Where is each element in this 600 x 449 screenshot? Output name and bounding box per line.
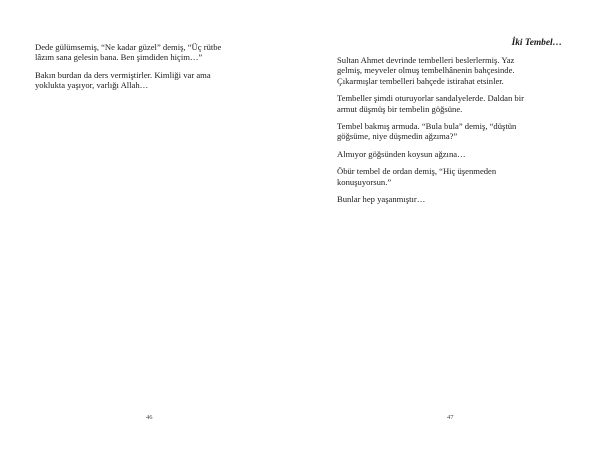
paragraph: Öbür tembel de ordan demiş, “Hiç üşenmeden konuşuyorsun.” (337, 166, 497, 187)
right-page (300, 0, 600, 449)
page-number-right: 47 (447, 414, 454, 421)
paragraph: Tembeller şimdi oturuyorlar sandalyelerde. Daldan bir armut düşmüş bir tembelin göğsüne. (337, 93, 524, 114)
paragraph: Bunlar hep yaşanmıştır… (337, 194, 426, 205)
paragraph: Almıyor göğsünden koysun ağzına… (337, 148, 466, 159)
chapter-title: İki Tembel… (511, 38, 562, 48)
left-page-text (35, 42, 265, 98)
paragraph: Tembel bakmış armuda. “Bula bula” demiş, “düştün göğsüme, niye düşmedin ağzıma?” (337, 121, 517, 142)
paragraph: Dede gülümsemiş, “Ne kadar güzel” demiş, “Üç rütbe lâzım sana gelesin bana. Ben şimdiden hiçim…” (35, 42, 222, 63)
paragraph: Sultan Ahmet devrinde tembelleri beslerlermiş. Yaz gelmiş, meyveler olmuş tembelhânenin bahçesinde. Çıkarmışlar tembelleri bahçede istirahat etsinler. (337, 55, 515, 86)
right-page-text (337, 55, 569, 211)
page-number-left: 46 (146, 414, 153, 421)
paragraph: Bakın burdan da ders vermiştirler. Kimliği var ama yoklukta yaşıyor, varlığı Allah… (35, 69, 211, 91)
